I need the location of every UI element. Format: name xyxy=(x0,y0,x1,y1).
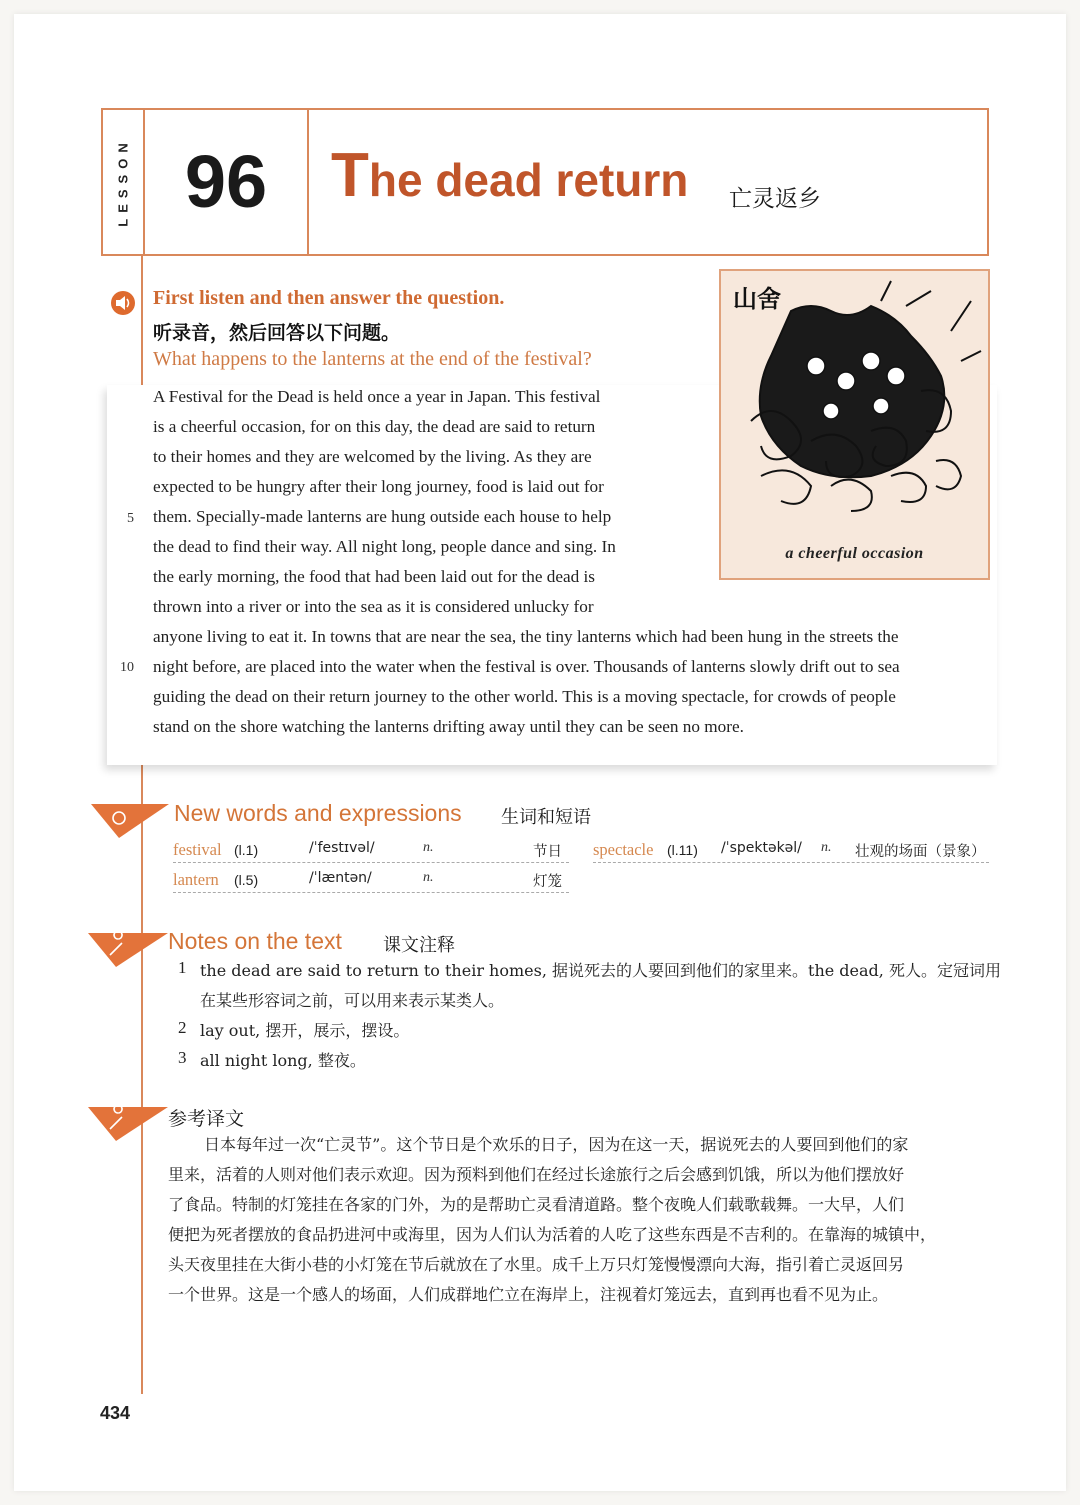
reading-line: anyone living to eat it. In towns that are near the sea, the tiny lanterns which had been hung in the streets the xyxy=(153,627,899,646)
note-text-cont: 在某些形容词之前，可以用来表示某类人。 xyxy=(200,991,505,1010)
line-number-5: 5 xyxy=(127,511,134,526)
audio-speaker-icon[interactable] xyxy=(111,291,135,315)
word-entry xyxy=(173,868,569,893)
translation-line: 了食品。特制的灯笼挂在各家的门外，为的是帮助亡灵看清道路。整个夜晚人们载歌载舞。一大早，人们 xyxy=(168,1195,905,1214)
translation-line: 便把为死者摆放的食品扔进河中或海里，因为人们认为活着的人吃了这些东西是不吉利的。在靠海的城镇中， xyxy=(168,1225,937,1244)
illustration-caption: a cheerful occasion xyxy=(785,545,924,562)
notes-title: Notes on the text xyxy=(168,928,342,954)
note-number: 3 xyxy=(178,1048,187,1067)
word-ref: (l.5) xyxy=(234,872,259,888)
word-ipa: /ˈlæntən/ xyxy=(309,870,372,886)
reading-line: is a cheerful occasion, for on this day, the dead are said to return xyxy=(153,417,596,436)
note-text: lay out, 摆开，展示，摆设。 xyxy=(200,1021,410,1040)
new-words-title: New words and expressions xyxy=(174,800,462,826)
lesson-header xyxy=(101,108,989,256)
reading-line: stand on the shore watching the lanterns drifting away until they can be seen no more. xyxy=(153,717,744,736)
translation-title: 参考译文 xyxy=(168,1108,245,1130)
instruction-cn: 听录音，然后回答以下问题。 xyxy=(153,322,401,344)
translation-line: 头天夜里挂在大街小巷的小灯笼在节后就放在了水里。成千上万只灯笼慢慢漂向大海，指引着亡灵返回另 xyxy=(168,1255,905,1274)
reading-line: night before, are placed into the water when the festival is over. Thousands of lanterns slowly drift out to sea xyxy=(153,657,900,676)
translation-line: 里来，活着的人则对他们表示欢迎。因为预料到他们在经过长途旅行之后会感到饥饿，所以为他们摆放好 xyxy=(168,1165,905,1184)
note-number: 1 xyxy=(178,958,187,977)
line-number-10: 10 xyxy=(120,660,134,675)
illustration-sign: 山舍 xyxy=(733,285,781,313)
word-term: festival xyxy=(173,840,222,859)
reading-line: expected to be hungry after their long journey, food is laid out for xyxy=(153,477,604,496)
note-text: all night long, 整夜。 xyxy=(200,1051,366,1070)
word-entry xyxy=(593,838,989,863)
new-words-marker-icon xyxy=(91,800,169,840)
word-ipa: /ˈfestɪvəl/ xyxy=(309,840,375,856)
translation-marker-icon xyxy=(88,1103,168,1143)
notes-title-cn: 课文注释 xyxy=(383,935,455,956)
reading-line: the early morning, the food that had been laid out for the dead is xyxy=(153,567,595,586)
reading-line: thrown into a river or into the sea as it is considered unlucky for xyxy=(153,597,594,616)
word-meaning: 节日 xyxy=(533,844,562,860)
illustration xyxy=(719,269,990,580)
reading-line: to their homes and they are welcomed by the living. As they are xyxy=(153,447,592,466)
word-term: spectacle xyxy=(593,840,654,859)
lesson-label: LESSON xyxy=(115,137,131,227)
reading-line: the dead to find their way. All night long, people dance and sing. In xyxy=(153,537,616,556)
word-pos: n. xyxy=(423,870,434,885)
word-pos: n. xyxy=(821,840,832,855)
note-text: the dead are said to return to their homes, 据说死去的人要回到他们的家里来。the dead, 死人。定冠词用 xyxy=(200,961,1001,980)
page-number: 434 xyxy=(100,1403,131,1423)
word-entry xyxy=(173,838,569,863)
notes-marker-icon xyxy=(88,929,168,969)
word-ipa: /ˈspektəkəl/ xyxy=(721,840,802,856)
word-meaning: 灯笼 xyxy=(533,874,562,890)
word-meaning: 壮观的场面（景象） xyxy=(855,844,986,860)
note-number: 2 xyxy=(178,1018,187,1037)
reading-line: guiding the dead on their return journey to the other world. This is a moving spectacle, for crowds of people xyxy=(153,687,896,706)
reading-line: A Festival for the Dead is held once a year in Japan. This festival xyxy=(153,387,601,406)
word-term: lantern xyxy=(173,870,219,889)
lesson-title-cn: 亡灵返乡 xyxy=(729,186,821,212)
cheerful-occasion-illustration xyxy=(721,271,988,533)
lesson-title xyxy=(331,140,688,211)
word-pos: n. xyxy=(423,840,434,855)
reading-line: them. Specially-made lanterns are hung outside each house to help xyxy=(153,507,612,526)
lesson-title-initial: T xyxy=(331,141,369,210)
translation-line: 日本每年过一次“亡灵节”。这个节日是个欢乐的日子，因为在这一天，据说死去的人要回到他们的家 xyxy=(204,1135,909,1154)
new-words-title-cn: 生词和短语 xyxy=(501,807,591,828)
lesson-label-tab xyxy=(103,110,145,254)
word-ref: (l.11) xyxy=(667,842,698,858)
translation-line: 一个世界。这是一个感人的场面，人们成群地伫立在海岸上，注视着灯笼远去，直到再也看不见为止。 xyxy=(168,1285,889,1304)
lesson-title-rest: he dead return xyxy=(368,154,689,206)
instruction-en: First listen and then answer the question. xyxy=(153,287,505,309)
comprehension-question: What happens to the lanterns at the end of the festival? xyxy=(153,348,592,370)
lesson-number: 96 xyxy=(145,110,309,254)
word-ref: (l.1) xyxy=(234,842,259,858)
